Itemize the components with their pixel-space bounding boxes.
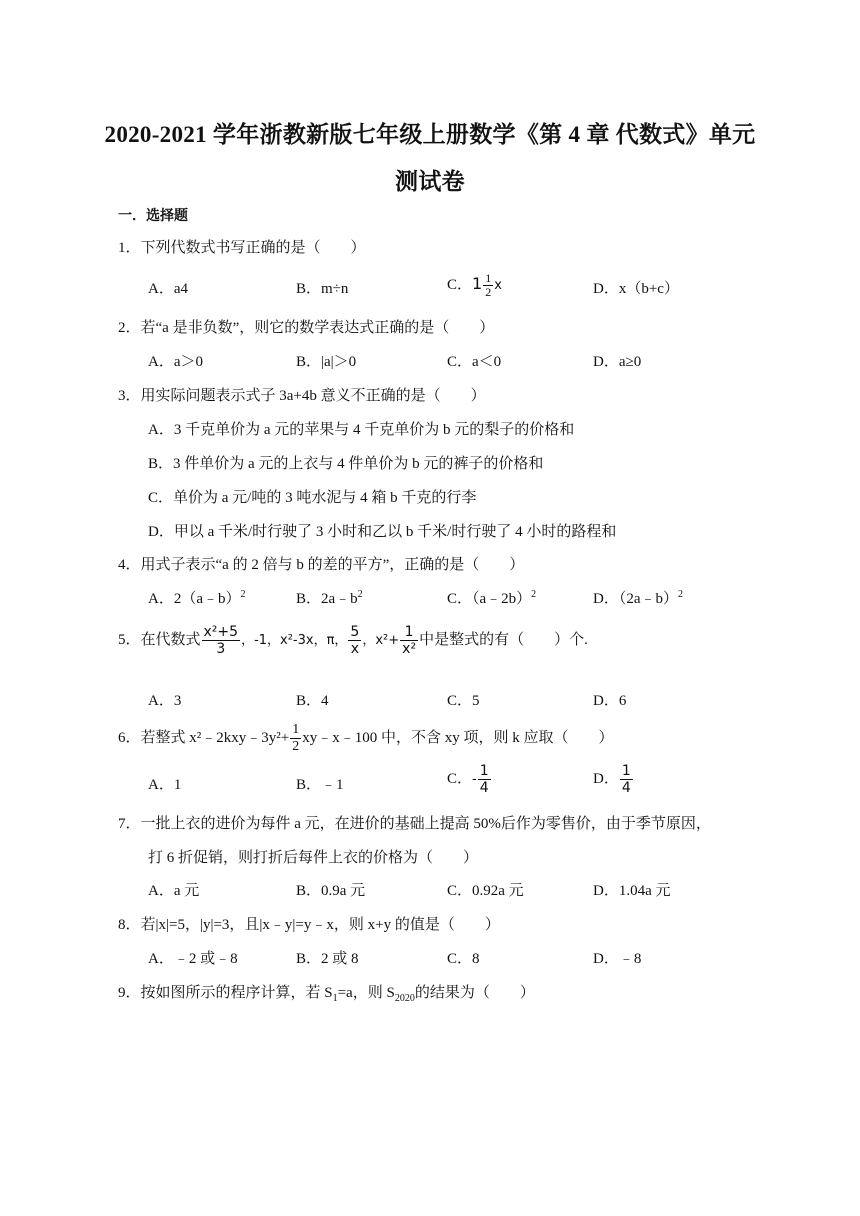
question-1-stem: 1．下列代数式书写正确的是（ ） [118,240,366,256]
question-7-stem-line-1: 7．一批上衣的进价为每件 a 元，在进价的基础上提高 50%后作为零售价，由于季节原因， [118,816,711,832]
q3-option-c: C．单价为 a 元/吨的 3 吨水泥与 4 箱 b 千克的行李 [148,490,477,506]
question-9-stem [118,981,535,1004]
q6-suffix: xy﹣x﹣100 中，不含 xy 项，则 k 应取（ ） [302,729,614,746]
q6-fraction-den: 2 [292,739,300,754]
q1-c-denominator: 2 [485,285,492,299]
q9-prefix: 9．按如图所示的程序计算，若 S [118,985,333,1001]
q5-expr-5-num: 5 [350,624,360,640]
question-8-stem: 8．若|x|=5，|y|=3，且|x﹣y|=y﹣x，则 x+y 的值是（ ） [118,917,500,933]
title-line-2: 测试卷 [395,169,465,194]
question-4-stem: 4．用式子表示“a 的 2 倍与 b 的差的平方”，正确的是（ ） [118,557,525,573]
q3-option-a: A．3 千克单价为 a 元的苹果与 4 千克单价为 b 元的梨子的价格和 [148,422,575,438]
q6-fraction-num: 1 [292,722,300,737]
q6-option-c [447,763,492,796]
q7-option-b: B．0.9a 元 [296,883,366,899]
q5-expr-5-den: x [350,641,360,657]
q6-d-num: 1 [621,763,631,779]
q1-c-numerator: 1 [485,271,492,285]
q4-a-text: A．2（a﹣b） [148,591,241,607]
q8-option-d: D．﹣8 [593,951,642,967]
q6-fraction [290,722,301,755]
q6-option-d [593,763,634,796]
q8-option-a: A．﹣2 或﹣8 [148,951,238,967]
q5-option-c: C．5 [447,693,480,709]
q2-option-d: D．a≥0 [593,354,642,370]
q1-option-d: D．x（b+c） [593,281,679,297]
q5-option-a: A．3 [148,693,182,709]
q7-option-a: A．a 元 [148,883,200,899]
q5-expr-3: x²-3x [280,632,314,648]
q1-option-a: A．a4 [148,281,188,297]
q6-d-fraction [620,763,633,796]
q5-expr-6-num: 1 [400,624,418,641]
q3-option-d: D．甲以 a 千米/时行驶了 3 小时和乙以 b 千米/时行驶了 4 小时的路程和 [148,524,617,540]
q6-prefix: 6．若整式 x²﹣2kxy﹣3y²+ [118,729,290,746]
q4-d-sup: 2 [678,589,683,600]
q4-option-c [447,587,536,608]
q5-expr-6-prefix: ，x²+ [362,632,400,648]
q1-option-c [447,272,502,299]
section-heading: 一．选择题 [118,208,188,224]
q2-option-c: C．a＜0 [447,354,502,370]
q3-option-b: B．3 件单价为 a 元的上衣与 4 件单价为 b 元的裤子的价格和 [148,456,544,472]
q9-sub-1: 1 [332,993,338,1004]
q6-c-label: C． [447,770,473,787]
q9-suffix: 的结果为（ ） [414,985,535,1001]
q5-option-b: B．4 [296,693,329,709]
q4-b-sup: 2 [357,589,363,600]
q2-option-a: A．a＞0 [148,354,203,370]
q5-expr-5 [348,624,361,657]
q1-c-variable: x [494,277,502,293]
q6-option-a: A．1 [148,777,182,793]
q4-d-text: D．（2a﹣b） [593,591,678,607]
q5-option-d: D．6 [593,693,627,709]
q1-c-fraction [483,272,493,299]
q4-b-text: B．2a﹣b [296,591,358,607]
q4-option-d [593,587,683,608]
q6-d-label: D． [593,770,619,787]
q1-option-b: B．m÷n [296,281,349,297]
q6-c-fraction [478,763,491,796]
question-6-stem [118,722,613,755]
q5-expr-6-den: x² [402,641,417,657]
q5-prefix: 5．在代数式 [118,631,201,648]
q6-c-num: 1 [479,763,489,779]
question-2-stem: 2．若“a 是非负数”，则它的数学表达式正确的是（ ） [118,320,495,336]
question-3-stem: 3．用实际问题表示式子 3a+4b 意义不正确的是（ ） [118,388,486,404]
q5-expr-2: ，-1， [241,632,281,648]
q6-option-b: B．﹣1 [296,777,344,793]
title-line-1: 2020-2021 学年浙教新版七年级上册数学《第 4 章 代数式》单元 [104,122,756,147]
q4-c-text: C．（a﹣2b） [447,591,532,607]
q4-a-sup: 2 [240,589,246,600]
q4-option-b [296,587,363,608]
q9-sub-2020: 2020 [394,993,415,1004]
q7-option-c: C．0.92a 元 [447,883,524,899]
q9-middle: =a，则 S [337,985,395,1001]
question-5-stem [118,624,588,657]
q5-expr-4: ，π， [313,632,348,648]
q6-d-den: 4 [621,780,631,796]
q5-expr-1-den: 3 [216,641,226,657]
q7-option-d: D．1.04a 元 [593,883,671,899]
q5-suffix: 中是整式的有（ ）个. [419,631,588,648]
q2-option-b: B．|a|＞0 [296,354,357,370]
q6-c-den: 4 [479,780,489,796]
q4-c-sup: 2 [531,589,537,600]
question-7-stem-line-2: 打 6 折促销，则打折后每件上衣的价格为（ ） [148,850,479,866]
q1-c-whole: 1 [472,273,483,293]
q5-expr-1 [202,624,241,657]
q5-expr-6 [400,624,418,657]
q8-option-c: C．8 [447,951,480,967]
q1-option-c-label: C． [447,276,473,293]
q8-option-b: B．2 或 8 [296,951,359,967]
q5-expr-1-num: x²+5 [203,624,239,640]
q6-c-sign: - [472,771,477,787]
q4-option-a [148,587,246,608]
